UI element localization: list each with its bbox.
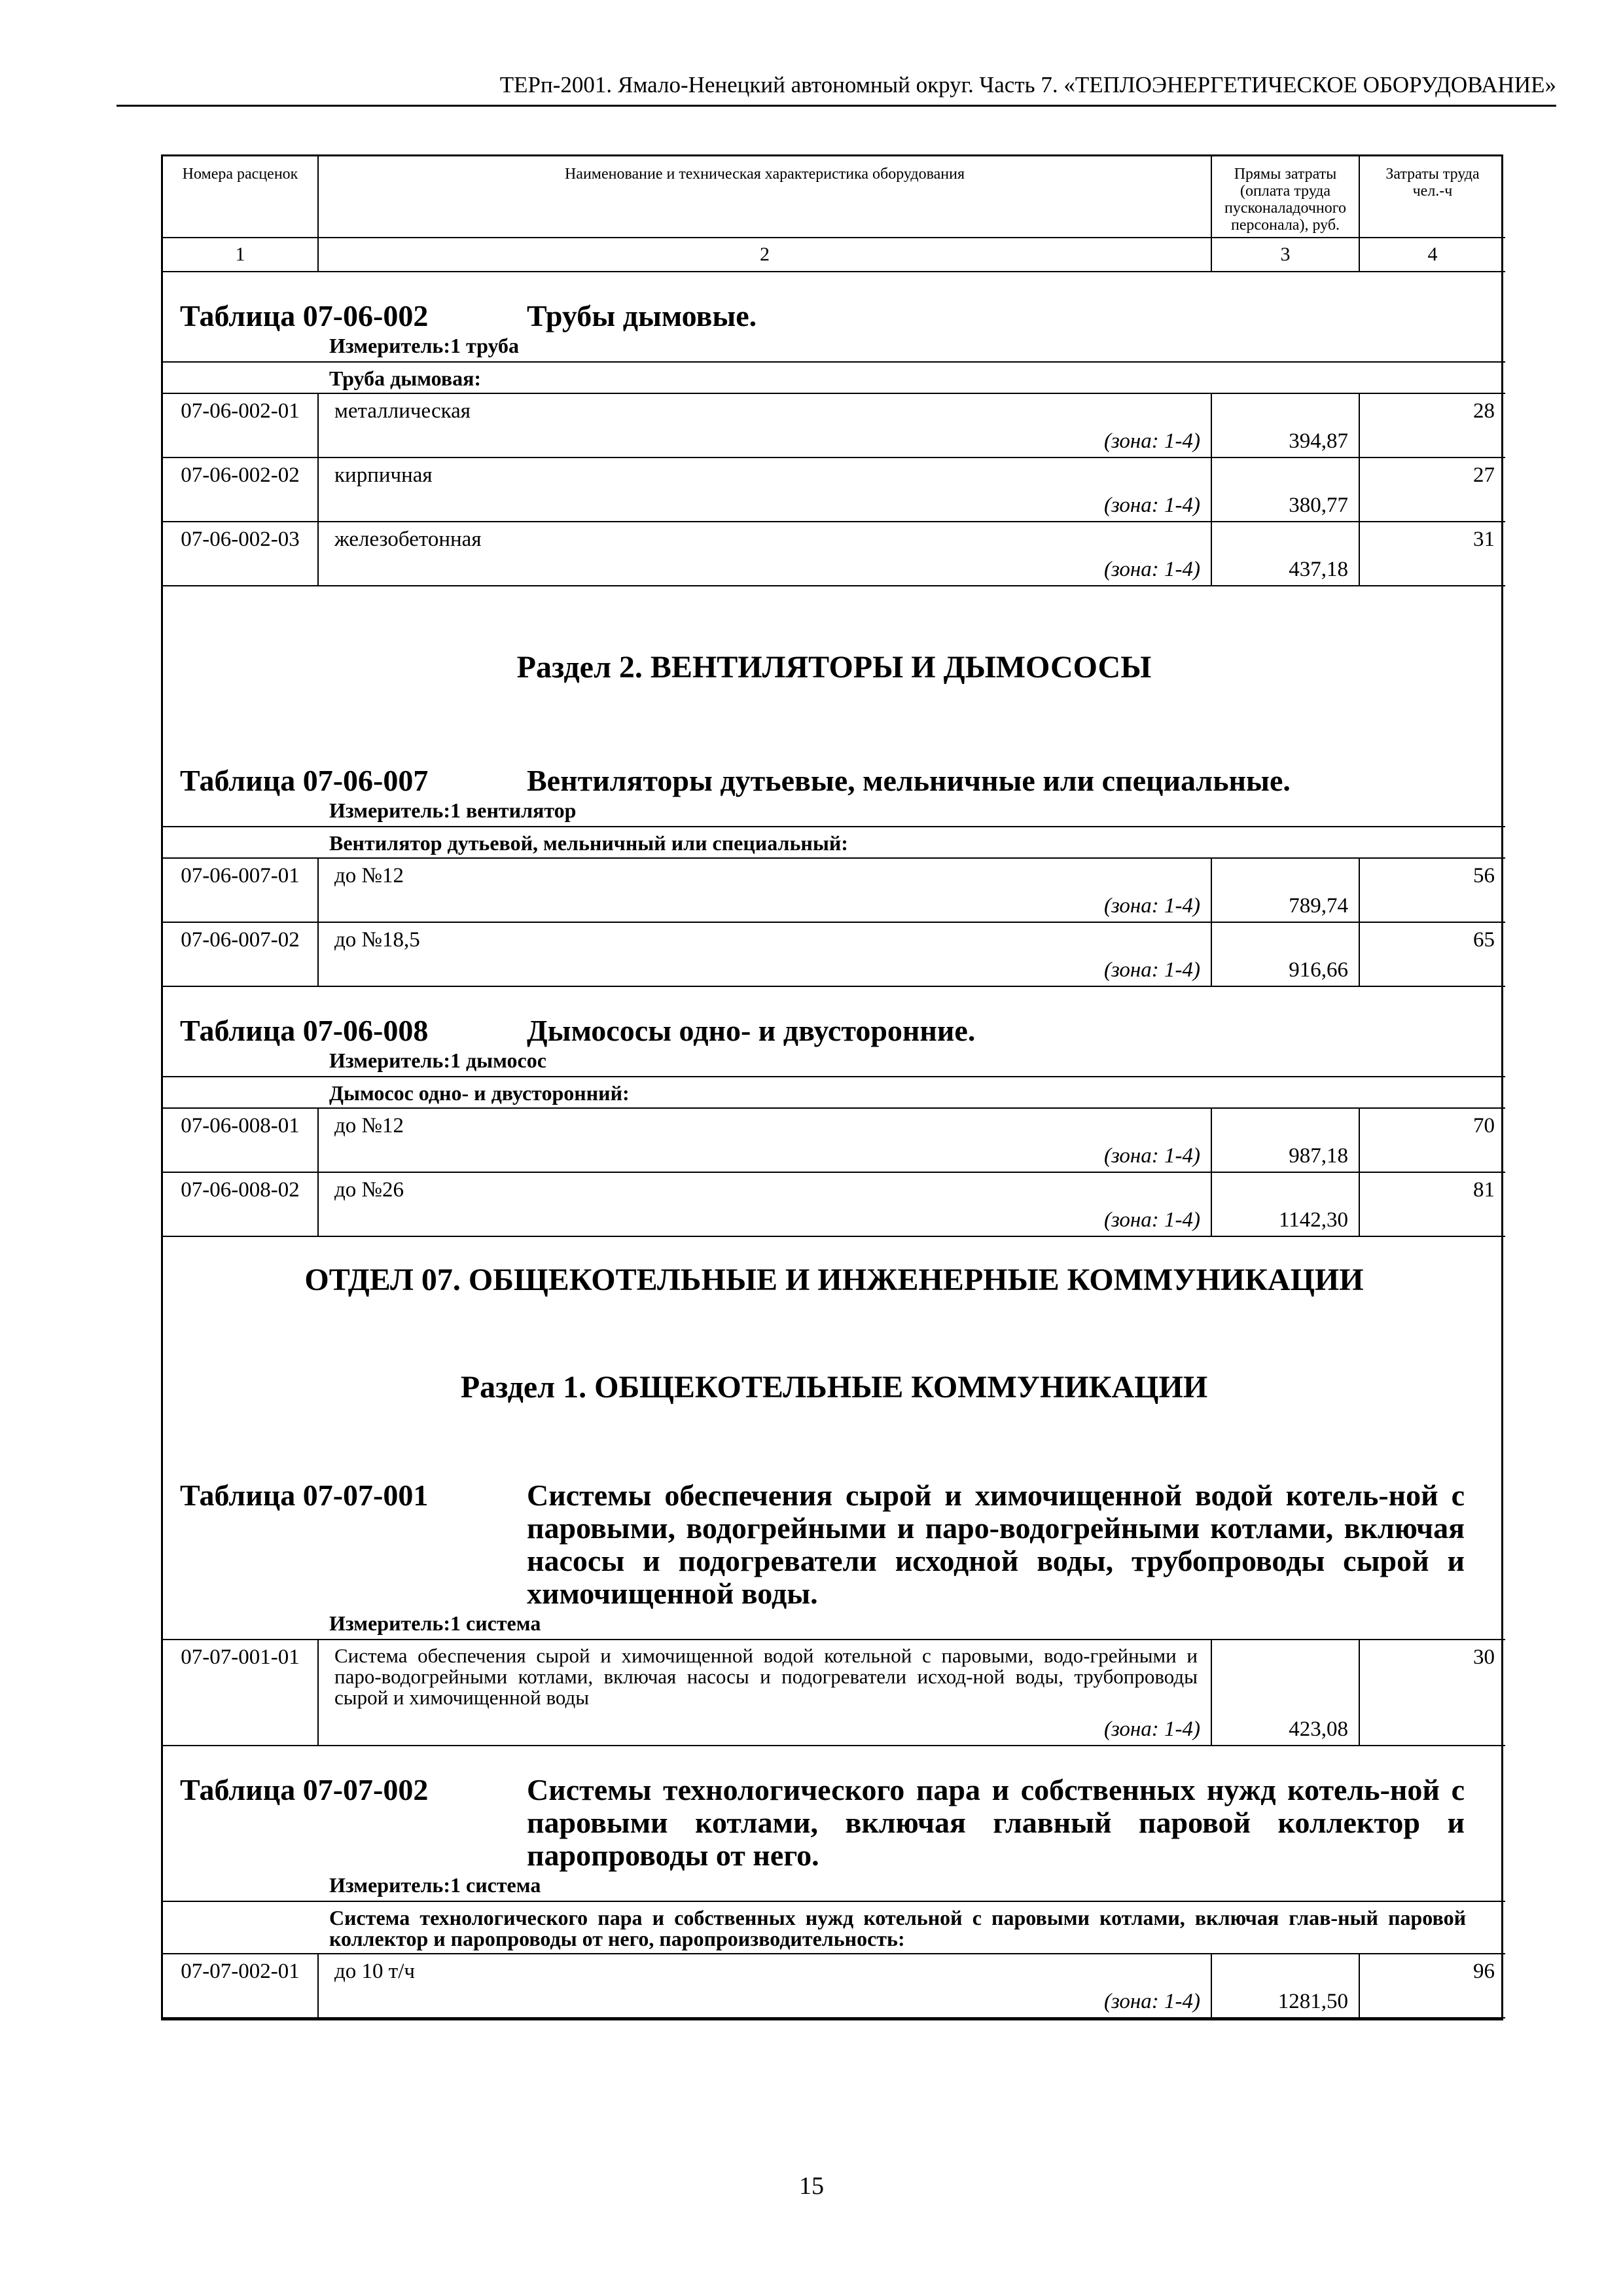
- zone-label: (зона: 1-4): [1103, 493, 1200, 517]
- labor-cost: 96: [1359, 1954, 1505, 2018]
- table-row: [163, 1172, 1505, 1236]
- direct-cost: 423,08: [1211, 1640, 1359, 1746]
- labor-cost: 56: [1359, 858, 1505, 922]
- col-number: 2: [318, 238, 1211, 272]
- labor-cost: 65: [1359, 922, 1505, 986]
- zone-label: (зона: 1-4): [1103, 958, 1200, 982]
- meter-label: Измеритель:1 система: [329, 1873, 541, 1897]
- zone-label: (зона: 1-4): [1103, 1717, 1200, 1741]
- direct-cost: 437,18: [1211, 522, 1359, 586]
- table-row: [163, 922, 1505, 986]
- direct-cost: 1281,50: [1211, 1954, 1359, 2018]
- rate-code: 07-06-002-01: [163, 393, 318, 457]
- group-label-row: [163, 1901, 1505, 1954]
- page-number: 15: [799, 2172, 824, 2200]
- rate-code: 07-06-007-02: [163, 922, 318, 986]
- table-name: Дымососы одно- и двусторонние.: [527, 1014, 976, 1047]
- labor-cost: 28: [1359, 393, 1505, 457]
- table-code: Таблица 07-06-007: [180, 764, 429, 797]
- section-heading: Раздел 1. ОБЩЕКОТЕЛЬНЫЕ КОММУНИКАЦИИ: [460, 1370, 1208, 1405]
- rate-code: 07-07-001-01: [163, 1640, 318, 1746]
- rate-description: железобетонная: [334, 528, 482, 551]
- column-header-row: [163, 156, 1505, 238]
- table-code: Таблица 07-06-002: [180, 299, 429, 332]
- rate-description: металлическая: [334, 399, 471, 423]
- table-code: Таблица 07-07-001: [180, 1479, 429, 1512]
- column-number-row: [163, 238, 1505, 272]
- table-name: Системы обеспечения сырой и химочищенной водой котель-ной с паровыми, водогрейными и паро-водогрейными котлами, включая насосы и подогреватели исходной воды, трубопроводы сырой и химочищенной воды.: [527, 1479, 1465, 1610]
- section-heading-row: [163, 586, 1505, 827]
- zone-label: (зона: 1-4): [1103, 894, 1200, 918]
- rate-description: до №12: [334, 1114, 404, 1138]
- col-header-codes: Номера расценок: [163, 156, 318, 238]
- table-title: [163, 764, 1505, 797]
- col-header-name: Наименование и техническая характеристика оборудования: [318, 156, 1211, 238]
- table-title: [163, 1774, 1505, 1872]
- department-heading-row: [163, 1236, 1505, 1640]
- rate-description: кирпичная: [334, 463, 433, 487]
- group-label: Вентилятор дутьевой, мельничный или специальный:: [329, 831, 848, 855]
- zone-label: (зона: 1-4): [1103, 558, 1200, 581]
- direct-cost: 987,18: [1211, 1108, 1359, 1172]
- table-title: [163, 1014, 1505, 1047]
- labor-cost: 81: [1359, 1172, 1505, 1236]
- direct-cost: 1142,30: [1211, 1172, 1359, 1236]
- rate-code: 07-06-007-01: [163, 858, 318, 922]
- rate-code: 07-06-008-02: [163, 1172, 318, 1236]
- table-heading-row: [163, 1746, 1505, 1901]
- table-row: [163, 457, 1505, 522]
- table-code: Таблица 07-07-002: [180, 1773, 429, 1806]
- zone-label: (зона: 1-4): [1103, 1990, 1200, 2013]
- table-row: [163, 522, 1505, 586]
- col-number: 4: [1359, 238, 1505, 272]
- table-row: [163, 1954, 1505, 2018]
- table-name: Вентиляторы дутьевые, мельничные или специальные.: [527, 764, 1291, 797]
- group-label: Система технологического пара и собственных нужд котельной с паровыми котлами, включая глав-ный паровой коллектор и паропроводы от него, паропроизводительность:: [329, 1906, 1466, 1950]
- rate-description: Система обеспечения сырой и химочищенной водой котельной с паровыми, водо-грейными и паро-водогрейными котлами, включая насосы и подогреватели исход-ной воды, трубопроводы сырой и химочищенной воды: [334, 1644, 1198, 1709]
- col-number: 1: [163, 238, 318, 272]
- zone-label: (зона: 1-4): [1103, 1144, 1200, 1168]
- direct-cost: 789,74: [1211, 858, 1359, 922]
- labor-cost: 31: [1359, 522, 1505, 586]
- direct-cost: 380,77: [1211, 457, 1359, 522]
- header-rule: [116, 105, 1556, 107]
- rate-description: до №18,5: [334, 928, 420, 952]
- table-row: [163, 393, 1505, 457]
- group-label-row: [163, 362, 1505, 393]
- col-header-direct-costs: Прямы затраты (оплата труда пусконаладочного персонала), руб.: [1211, 156, 1359, 238]
- table-row: [163, 1108, 1505, 1172]
- group-label: Труба дымовая:: [329, 367, 482, 390]
- group-label-row: [163, 1077, 1505, 1108]
- labor-cost: 70: [1359, 1108, 1505, 1172]
- direct-cost: 394,87: [1211, 393, 1359, 457]
- rate-code: 07-06-002-03: [163, 522, 318, 586]
- group-label: Дымосос одно- и двусторонний:: [329, 1081, 630, 1105]
- meter-label: Измеритель:1 дымосос: [329, 1049, 546, 1072]
- page-header: ТЕРп-2001. Ямало-Ненецкий автономный округ. Часть 7. «ТЕПЛОЭНЕРГЕТИЧЕСКОЕ ОБОРУДОВАНИЕ»: [499, 72, 1556, 98]
- price-table-sheet: [161, 154, 1503, 2020]
- rate-description: до №12: [334, 864, 404, 888]
- table-title: [163, 300, 1505, 332]
- group-label-row: [163, 827, 1505, 858]
- table-code: Таблица 07-06-008: [180, 1014, 429, 1047]
- rate-description: до 10 т/ч: [334, 1960, 415, 1983]
- table-name: Системы технологического пара и собственных нужд котель-ной с паровыми котлами, включая главный паровой коллектор и паропроводы от него.: [527, 1773, 1465, 1872]
- direct-cost: 916,66: [1211, 922, 1359, 986]
- zone-label: (зона: 1-4): [1103, 1208, 1200, 1232]
- table-title: [163, 1479, 1505, 1610]
- col-number: 3: [1211, 238, 1359, 272]
- col-header-labor: Затраты труда чел.-ч: [1359, 156, 1505, 238]
- table-heading-row: [163, 986, 1505, 1077]
- rate-code: 07-06-008-01: [163, 1108, 318, 1172]
- department-heading: ОТДЕЛ 07. ОБЩЕКОТЕЛЬНЫЕ И ИНЖЕНЕРНЫЕ КОММУНИКАЦИИ: [304, 1263, 1364, 1297]
- meter-label: Измеритель:1 труба: [329, 334, 520, 357]
- zone-label: (зона: 1-4): [1103, 429, 1200, 453]
- rate-code: 07-07-002-01: [163, 1954, 318, 2018]
- meter-label: Измеритель:1 вентилятор: [329, 798, 577, 822]
- table-row: [163, 858, 1505, 922]
- rate-description: до №26: [334, 1178, 404, 1202]
- labor-cost: 30: [1359, 1640, 1505, 1746]
- table-name: Трубы дымовые.: [527, 299, 757, 332]
- meter-label: Измеритель:1 система: [329, 1611, 541, 1635]
- section-heading: Раздел 2. ВЕНТИЛЯТОРЫ И ДЫМОСОСЫ: [516, 650, 1152, 685]
- table-heading-row: [163, 272, 1505, 362]
- rate-code: 07-06-002-02: [163, 457, 318, 522]
- price-table: [163, 156, 1505, 2018]
- labor-cost: 27: [1359, 457, 1505, 522]
- table-row: [163, 1640, 1505, 1746]
